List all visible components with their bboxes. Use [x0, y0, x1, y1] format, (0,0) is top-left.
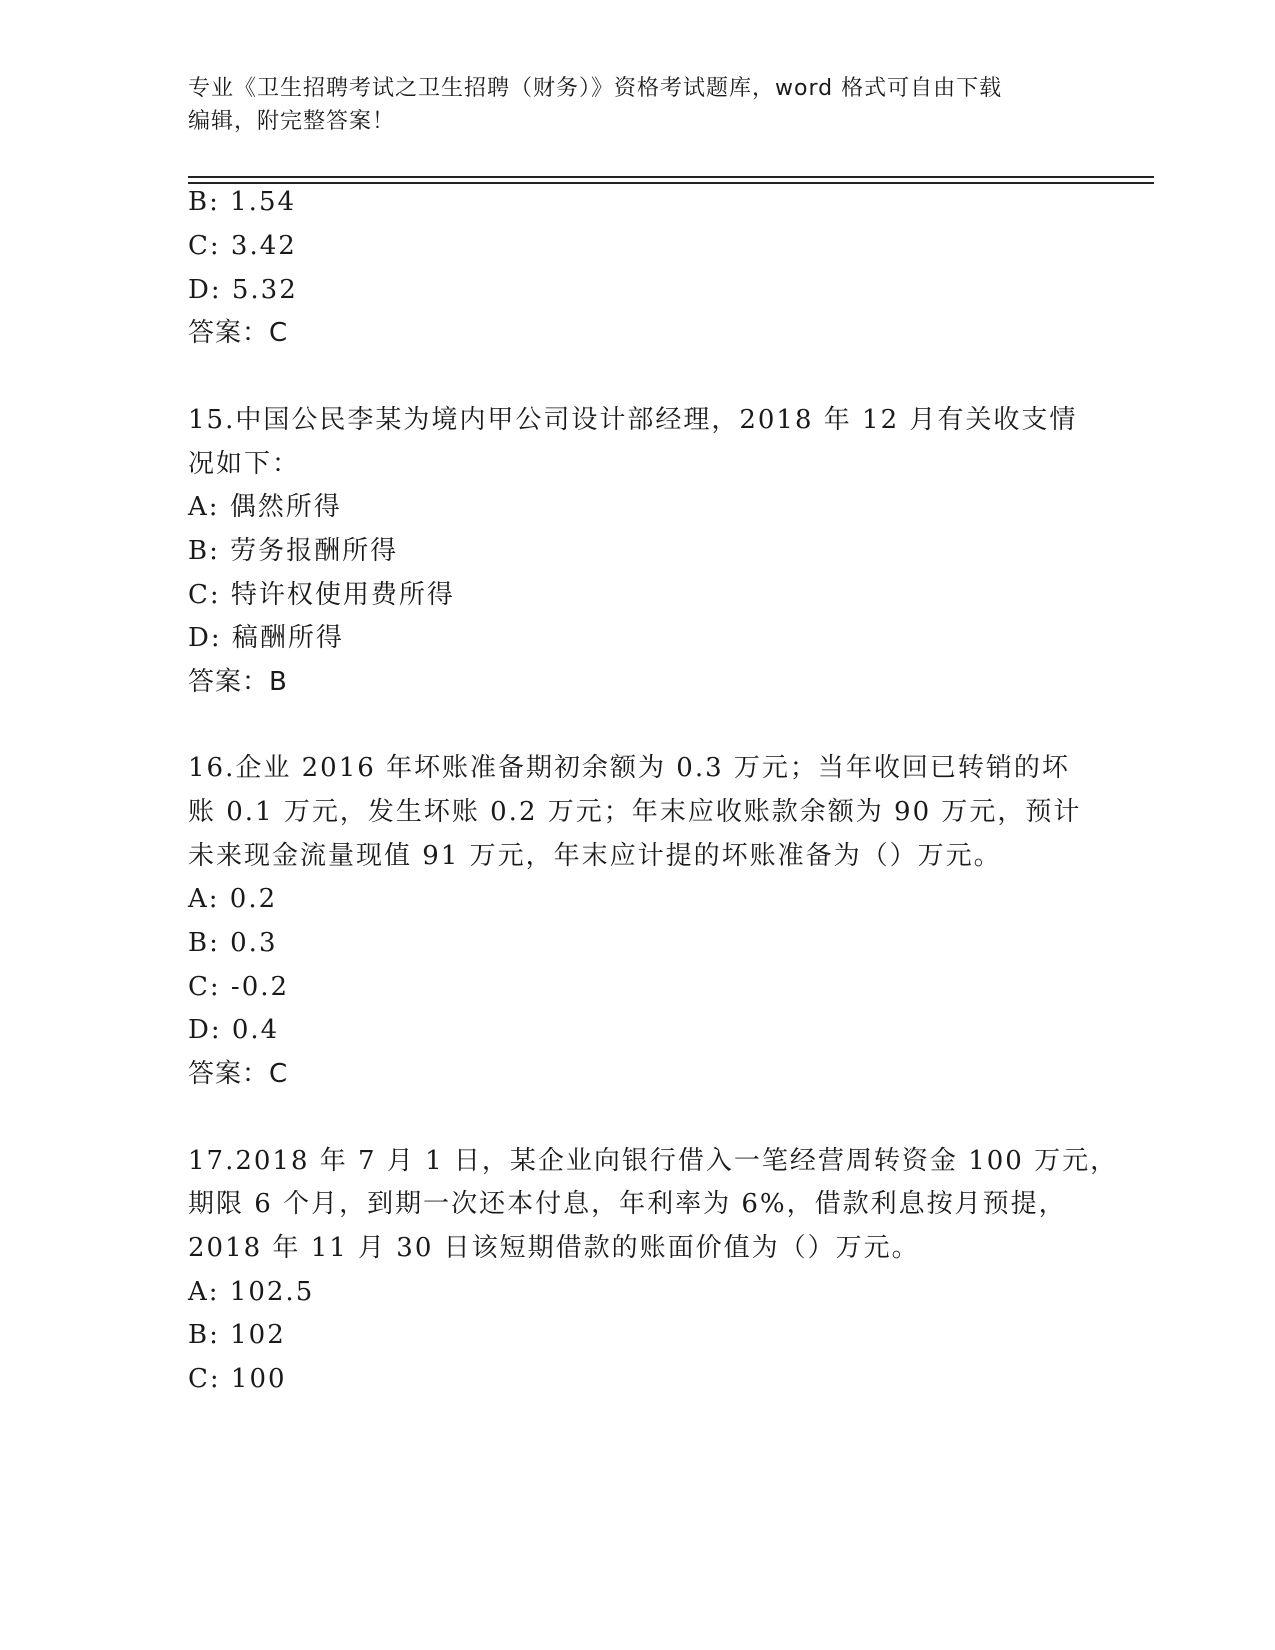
q15-answer: 答案：B [188, 667, 288, 697]
document-header [188, 72, 1088, 138]
q16-option-a: A: 0.2 [188, 884, 278, 914]
q16-option-c: C: -0.2 [188, 972, 290, 1002]
q16-answer: 答案：C [188, 1059, 289, 1089]
header-line-1: 专业《卫生招聘考试之卫生招聘（财务）》资格考试题库，word 格式可自由下载 [188, 76, 1003, 101]
q15-stem-line-1: 15.中国公民李某为境内甲公司设计部经理，2018 年 12 月有关收支情 [188, 405, 1078, 435]
header-line-2: 编辑，附完整答案！ [188, 109, 396, 134]
q16-stem-line-3: 未来现金流量现值 91 万元，年末应计提的坏账准备为（）万元。 [188, 841, 1002, 871]
q16-stem-line-2: 账 0.1 万元，发生坏账 0.2 万元；年末应收账款余额为 90 万元，预计 [188, 797, 1082, 827]
q15-stem-line-2: 况如下： [188, 449, 301, 479]
q15-option-d: D: 稿酬所得 [188, 623, 344, 653]
q17-stem-line-1: 17.2018 年 7 月 1 日，某企业向银行借入一笔经营周转资金 100 万元， [188, 1146, 1119, 1176]
q15-option-b: B: 劳务报酬所得 [188, 536, 399, 566]
q17-option-b: B: 102 [188, 1320, 286, 1350]
header-divider-bottom [188, 182, 1154, 184]
q14-option-d: D: 5.32 [188, 275, 298, 305]
q17-option-a: A: 102.5 [188, 1277, 315, 1307]
q16-stem-line-1: 16.企业 2016 年坏账准备期初余额为 0.3 万元；当年收回已转销的坏 [188, 753, 1070, 783]
q15-option-a: A: 偶然所得 [188, 492, 342, 522]
q16-option-d: D: 0.4 [188, 1015, 280, 1045]
q14-option-c: C: 3.42 [188, 231, 297, 261]
q17-stem-line-2: 期限 6 个月，到期一次还本付息，年利率为 6%，借款利息按月预提， [188, 1189, 1067, 1219]
q17-stem-line-3: 2018 年 11 月 30 日该短期借款的账面价值为（）万元。 [188, 1233, 920, 1263]
q17-option-c: C: 100 [188, 1364, 287, 1394]
header-divider-top [188, 176, 1154, 178]
q16-option-b: B: 0.3 [188, 928, 278, 958]
q14-answer: 答案：C [188, 318, 289, 348]
q14-option-b: B: 1.54 [188, 187, 297, 217]
q15-option-c: C: 特许权使用费所得 [188, 580, 455, 610]
